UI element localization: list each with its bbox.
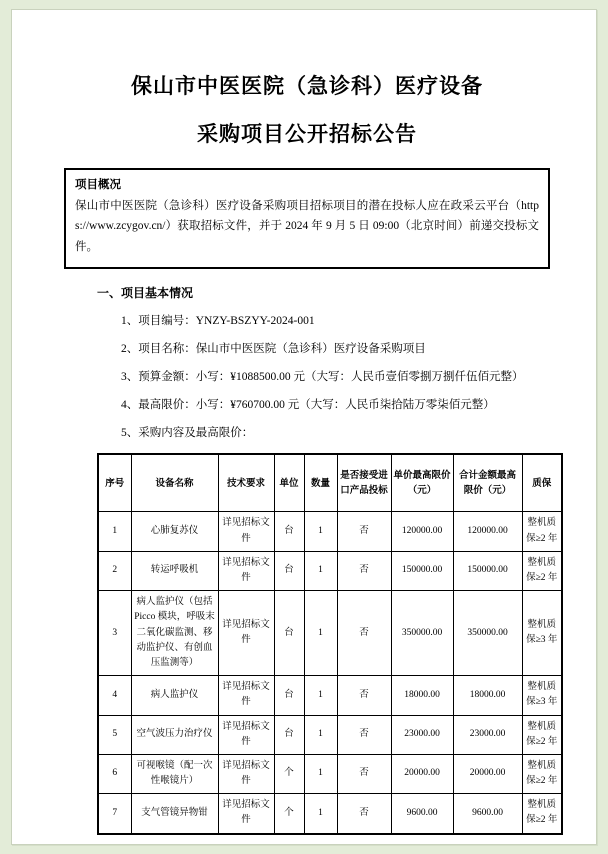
device-name-cell: 心肺复苏仪 <box>131 512 218 551</box>
table-row <box>98 512 562 551</box>
project-overview-body: 保山市中医医院（急诊科）医疗设备采购项目招标项目的潜在投标人应在政采云平台（https://www.zcygov.cn/）获取招标文件，并于 2024 年 9 月 5 日 09:00（北京时间）前递交投标文件。 <box>75 199 539 254</box>
unit-price-cell: 20000.00 <box>391 754 453 793</box>
project-overview-box <box>64 168 550 269</box>
basic-info-item-project-number: 1、项目编号：YNZY-BSZYY-2024-001 <box>121 314 315 327</box>
total-price-cell: 23000.00 <box>453 715 522 754</box>
section-heading-basic-info: 一、项目基本情况 <box>97 285 194 300</box>
row-index-cell: 4 <box>98 676 131 715</box>
basic-info-item-budget: 3、预算金额：小写：¥1088500.00 元（大写：人民币壹佰零捌万捌仟伍佰元整） <box>121 370 524 383</box>
header-cell-import-bid: 是否接受进口产品投标 <box>337 454 391 512</box>
table-row <box>98 591 562 676</box>
quantity-cell: 1 <box>304 754 337 793</box>
unit-price-cell: 23000.00 <box>391 715 453 754</box>
tech-requirement-cell: 详见招标文件 <box>218 551 274 590</box>
unit-cell: 台 <box>274 715 304 754</box>
import-bid-cell: 否 <box>337 591 391 676</box>
device-name-cell: 转运呼吸机 <box>131 551 218 590</box>
import-bid-cell: 否 <box>337 551 391 590</box>
unit-price-cell: 18000.00 <box>391 676 453 715</box>
page-title-line-2: 采购项目公开招标公告 <box>197 123 417 146</box>
unit-price-cell: 150000.00 <box>391 551 453 590</box>
warranty-cell: 整机质保≥3 年 <box>522 591 562 676</box>
table-row <box>98 551 562 590</box>
unit-cell: 个 <box>274 754 304 793</box>
table-row <box>98 794 562 834</box>
total-price-cell: 9600.00 <box>453 794 522 834</box>
document-page <box>11 9 597 845</box>
equipment-table-body <box>98 512 562 834</box>
basic-info-item-project-name: 2、项目名称：保山市中医医院（急诊科）医疗设备采购项目 <box>121 342 426 355</box>
import-bid-cell: 否 <box>337 676 391 715</box>
equipment-table <box>97 453 563 834</box>
device-name-cell: 病人监护仪（包括 Picco 模块，呼吸末二氧化碳监测、移动监护仪、有创血压监测等） <box>131 591 218 676</box>
tech-requirement-cell: 详见招标文件 <box>218 676 274 715</box>
row-index-cell: 3 <box>98 591 131 676</box>
import-bid-cell: 否 <box>337 715 391 754</box>
unit-cell: 个 <box>274 794 304 834</box>
table-row <box>98 676 562 715</box>
unit-cell: 台 <box>274 512 304 551</box>
quantity-cell: 1 <box>304 794 337 834</box>
tech-requirement-cell: 详见招标文件 <box>218 754 274 793</box>
unit-price-cell: 9600.00 <box>391 794 453 834</box>
total-price-cell: 18000.00 <box>453 676 522 715</box>
basic-info-list <box>64 314 550 441</box>
project-overview-heading: 项目概况 <box>75 179 121 191</box>
header-cell-device-name: 设备名称 <box>131 454 218 512</box>
table-header-row <box>98 454 562 512</box>
page-title-line-1: 保山市中医医院（急诊科）医疗设备 <box>131 75 483 98</box>
unit-cell: 台 <box>274 676 304 715</box>
unit-cell: 台 <box>274 591 304 676</box>
header-cell-unit: 单位 <box>274 454 304 512</box>
device-name-cell: 可视喉镜（配一次性喉镜片） <box>131 754 218 793</box>
quantity-cell: 1 <box>304 591 337 676</box>
tech-requirement-cell: 详见招标文件 <box>218 794 274 834</box>
tech-requirement-cell: 详见招标文件 <box>218 715 274 754</box>
warranty-cell: 整机质保≥2 年 <box>522 715 562 754</box>
table-row <box>98 715 562 754</box>
header-cell-total-price-ceiling: 合计金额最高限价（元） <box>453 454 522 512</box>
row-index-cell: 2 <box>98 551 131 590</box>
row-index-cell: 1 <box>98 512 131 551</box>
tech-requirement-cell: 详见招标文件 <box>218 591 274 676</box>
import-bid-cell: 否 <box>337 512 391 551</box>
import-bid-cell: 否 <box>337 794 391 834</box>
total-price-cell: 20000.00 <box>453 754 522 793</box>
header-cell-quantity: 数量 <box>304 454 337 512</box>
table-row <box>98 754 562 793</box>
total-price-cell: 120000.00 <box>453 512 522 551</box>
equipment-table-header <box>98 454 562 512</box>
header-cell-tech-requirements: 技术要求 <box>218 454 274 512</box>
warranty-cell: 整机质保≥2 年 <box>522 754 562 793</box>
unit-cell: 台 <box>274 551 304 590</box>
basic-info-item-procurement-content: 5、采购内容及最高限价： <box>121 426 254 439</box>
device-name-cell: 病人监护仪 <box>131 676 218 715</box>
basic-info-item-price-ceiling: 4、最高限价：小写：¥760700.00 元（大写：人民币柒拾陆万零柒佰元整） <box>121 398 495 411</box>
header-cell-warranty: 质保 <box>522 454 562 512</box>
header-cell-index: 序号 <box>98 454 131 512</box>
quantity-cell: 1 <box>304 715 337 754</box>
warranty-cell: 整机质保≥3 年 <box>522 676 562 715</box>
total-price-cell: 350000.00 <box>453 591 522 676</box>
device-name-cell: 支气管镜异物钳 <box>131 794 218 834</box>
row-index-cell: 6 <box>98 754 131 793</box>
quantity-cell: 1 <box>304 512 337 551</box>
import-bid-cell: 否 <box>337 754 391 793</box>
quantity-cell: 1 <box>304 551 337 590</box>
header-cell-unit-price-ceiling: 单价最高限价（元） <box>391 454 453 512</box>
unit-price-cell: 120000.00 <box>391 512 453 551</box>
warranty-cell: 整机质保≥2 年 <box>522 794 562 834</box>
page-title <box>64 76 550 145</box>
quantity-cell: 1 <box>304 676 337 715</box>
device-name-cell: 空气波压力治疗仪 <box>131 715 218 754</box>
warranty-cell: 整机质保≥2 年 <box>522 512 562 551</box>
tech-requirement-cell: 详见招标文件 <box>218 512 274 551</box>
warranty-cell: 整机质保≥2 年 <box>522 551 562 590</box>
unit-price-cell: 350000.00 <box>391 591 453 676</box>
row-index-cell: 7 <box>98 794 131 834</box>
row-index-cell: 5 <box>98 715 131 754</box>
total-price-cell: 150000.00 <box>453 551 522 590</box>
